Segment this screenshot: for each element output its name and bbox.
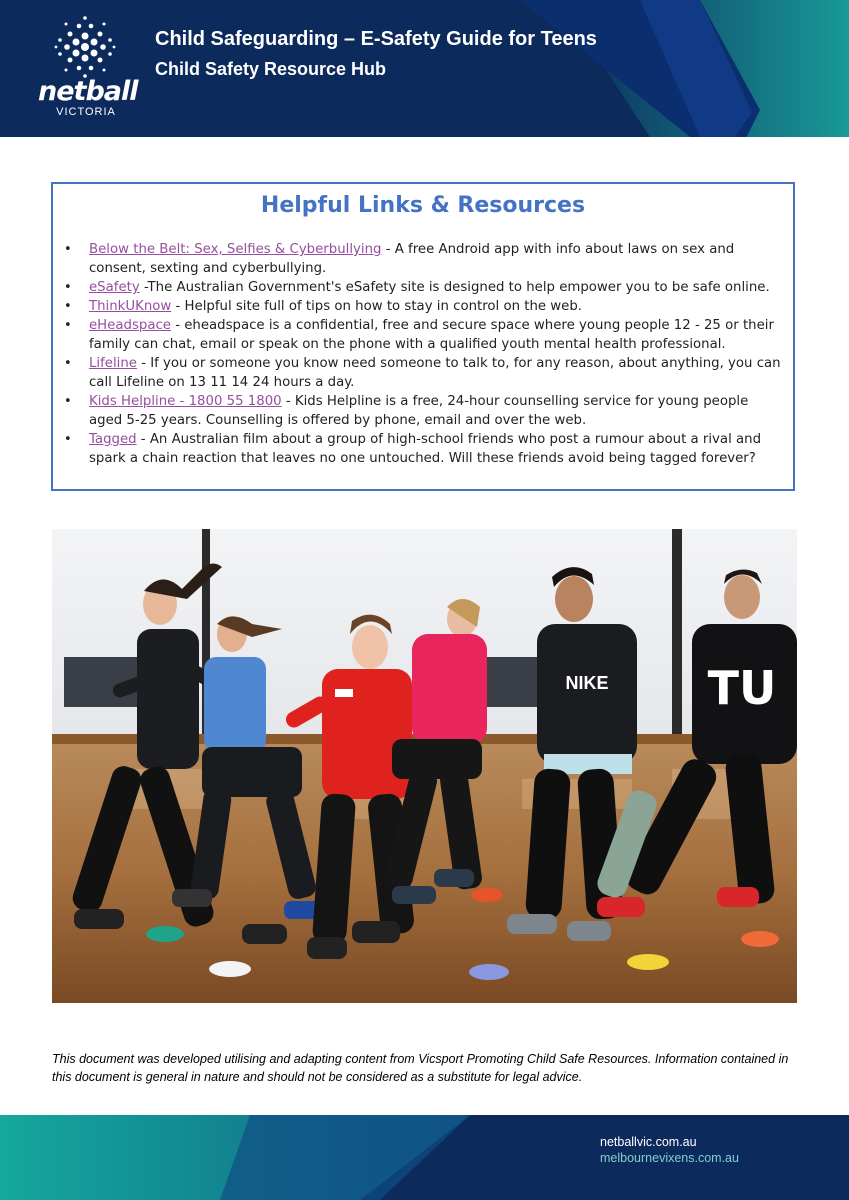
link-tagged[interactable]: Tagged	[89, 432, 137, 447]
link-lifeline[interactable]: Lifeline	[89, 356, 137, 371]
link-thinkuknow[interactable]: ThinkUKnow	[89, 299, 172, 314]
resources-list	[63, 240, 785, 468]
resource-description: -The Australian Government's eSafety site is designed to help empower you to be safe online.	[139, 280, 770, 295]
link-eheadspace[interactable]: eHeadspace	[89, 318, 171, 333]
link-below-the-belt[interactable]: Below the Belt: Sex, Selfies & Cyberbullying	[89, 242, 382, 257]
nike-logo-text: NIKE	[565, 673, 609, 693]
list-item	[63, 297, 785, 316]
list-item	[63, 430, 785, 468]
bullet-icon: •	[64, 394, 72, 409]
document-title: Child Safeguarding – E-Safety Guide for Teens	[155, 28, 597, 50]
logo-subtitle: VICTORIA	[56, 106, 116, 118]
bullet-icon: •	[64, 356, 72, 371]
netball-dots-icon	[52, 14, 118, 80]
resource-description: - eheadspace is a confidential, free and secure space where young people 12 - 25 or their family can chat, email or speak on the phone with a qualified youth mental health professional.	[89, 318, 774, 352]
logo-wordmark: netball	[38, 76, 138, 107]
list-item	[63, 278, 785, 297]
resource-description: - An Australian film about a group of high-school friends who post a rumour about a rival and spark a chain reaction that leaves no one untouched. Will these friends avoid being tagged forever?	[89, 432, 762, 466]
shirt-logo-text: TU	[707, 661, 777, 715]
list-item	[63, 316, 785, 354]
link-esafety[interactable]: eSafety	[89, 280, 140, 295]
resource-description: - A free Android app with info about laws on sex and consent, sexting and cyberbullying.	[89, 242, 735, 276]
bullet-icon: •	[64, 280, 72, 295]
training-session-photo	[52, 529, 797, 1003]
list-item	[63, 354, 785, 392]
bullet-icon: •	[64, 318, 72, 333]
footer-link-melbournevixens[interactable]: melbournevixens.com.au	[600, 1151, 739, 1165]
document-subtitle: Child Safety Resource Hub	[155, 59, 387, 79]
resource-description: - If you or someone you know need someone to talk to, for any reason, about anything, you can call Lifeline on 13 11 14 24 hours a day.	[89, 356, 781, 390]
resources-heading: Helpful Links & Resources	[260, 193, 586, 218]
bullet-icon: •	[64, 432, 72, 447]
resource-description: - Helpful site full of tips on how to stay in control on the web.	[171, 299, 583, 314]
link-kids-helpline[interactable]: Kids Helpline - 1800 55 1800	[89, 394, 282, 409]
disclaimer-text: This document was developed utilising and adapting content from Vicsport Promoting Child Safe Resources. Information contained in this document is general in nature and should not be considered as a substitute for legal advice.	[52, 1052, 789, 1084]
netball-victoria-logo[interactable]	[38, 14, 138, 118]
footer-banner	[0, 1115, 849, 1200]
bullet-icon: •	[64, 242, 72, 257]
helpful-links-panel	[51, 182, 795, 491]
resource-description: - Kids Helpline is a free, 24-hour counselling service for young people aged 5-25 years. Counselling is offered by phone, email and over the web.	[89, 394, 749, 428]
photo-illustration	[52, 529, 797, 1003]
header-banner	[0, 0, 849, 137]
list-item	[63, 240, 785, 278]
list-item	[63, 392, 785, 430]
footer-link-netballvic[interactable]: netballvic.com.au	[600, 1135, 697, 1149]
bullet-icon: •	[64, 299, 72, 314]
